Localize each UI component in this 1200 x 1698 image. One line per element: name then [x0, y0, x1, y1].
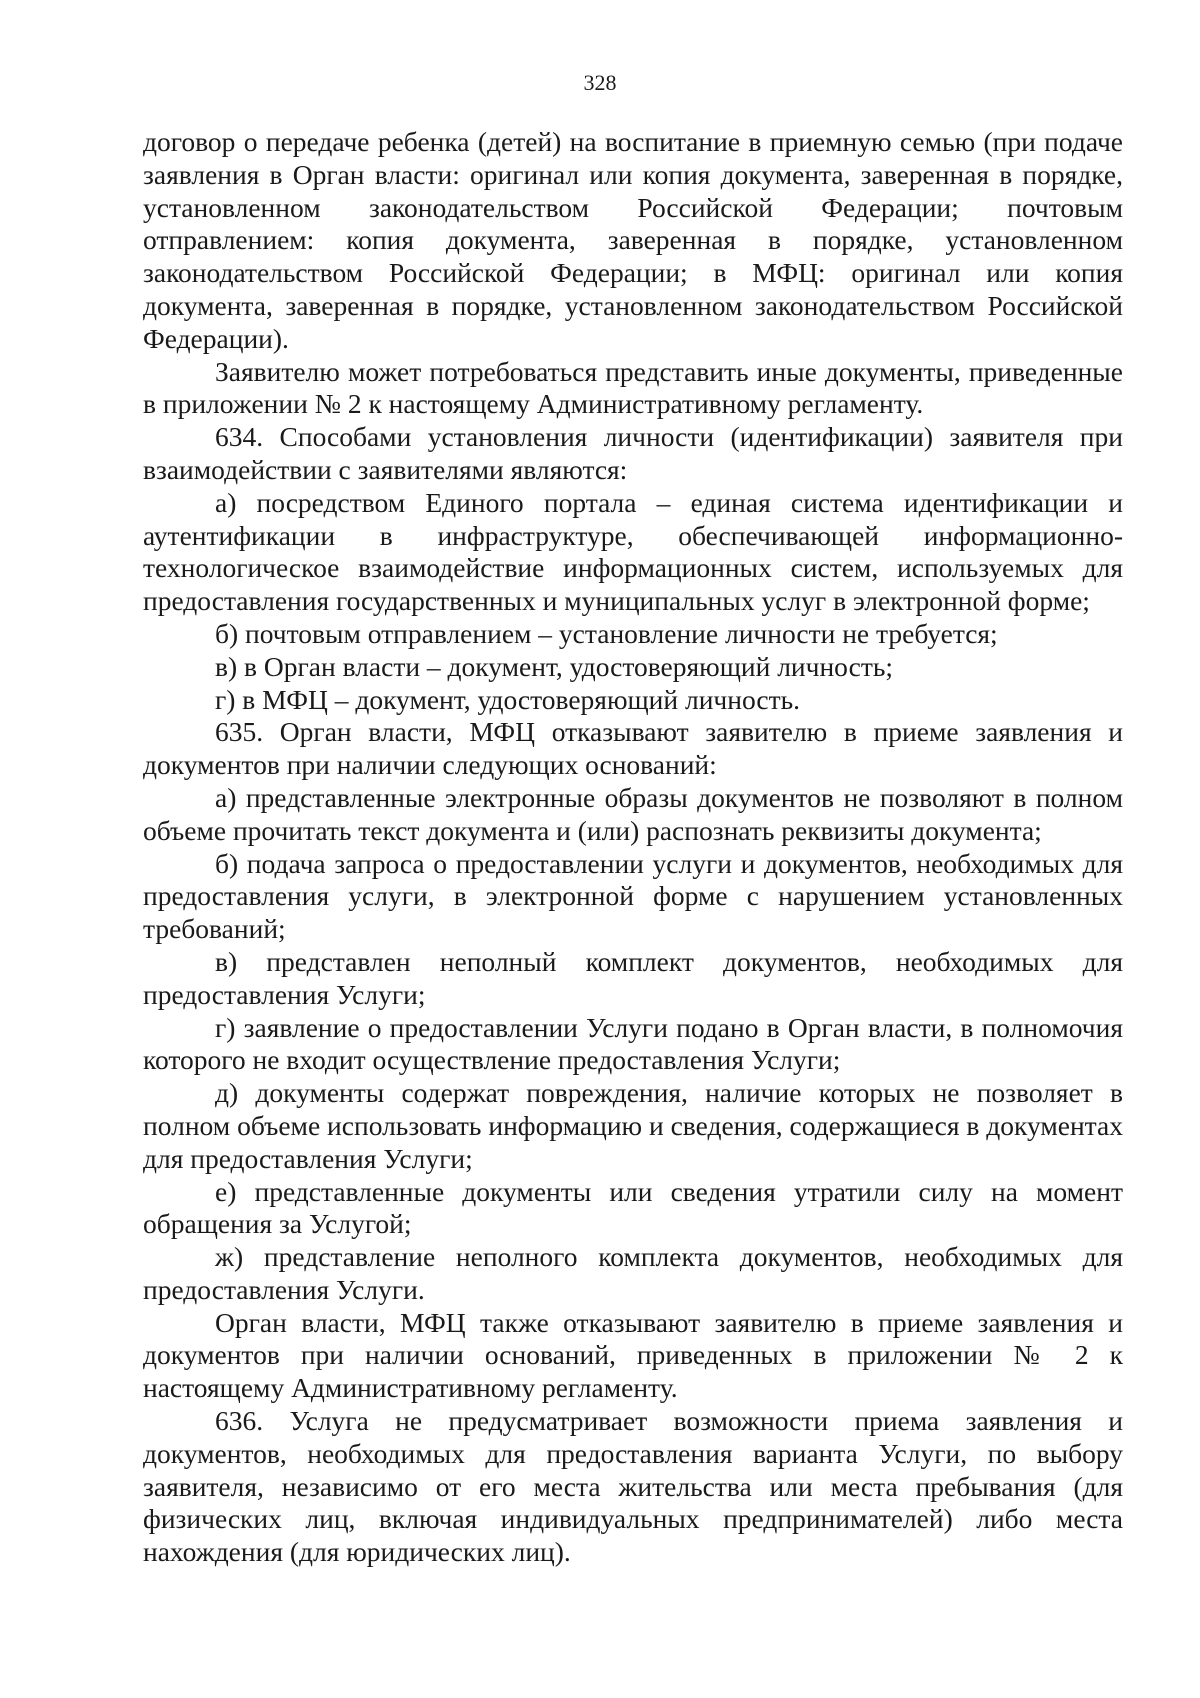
paragraph-635-v: в) представлен неполный комплект документов, необходимых для предоставления Услуги;: [143, 945, 1123, 1010]
paragraph-635-d: д) документы содержат повреждения, наличие которых не позволяет в полном объеме использовать информацию и сведения, содержащиеся в документах для предоставления Услуги;: [143, 1077, 1123, 1174]
document-body: [143, 126, 1123, 1569]
paragraph-other-documents: Заявителю может потребоваться представить иные документы, приведенные в приложении № 2 к настоящему Административному регламенту.: [143, 355, 1123, 420]
paragraph-contract-continuation: договор о передаче ребенка (детей) на воспитание в приемную семью (при подаче заявления в Орган власти: оригинал или копия документа, заверенная в порядке, установленном законодательством Российской Федерации; почтовым отправлением: копия документа, заверенная в порядке, установленном законодательством Российской Федерации; в МФЦ: оригинал или копия документа, заверенная в порядке, установленном законодательством Российской Федерации).: [143, 126, 1123, 354]
page-number: 328: [583, 70, 617, 95]
paragraph-634-identification-methods: 634. Способами установления личности (идентификации) заявителя при взаимодействии с заявителями являются:: [143, 421, 1123, 485]
paragraph-635-additional-refusal: Орган власти, МФЦ также отказывают заявителю в приеме заявления и документов при наличии оснований, приведенных в приложении № 2 к настоящему Административному регламенту.: [143, 1306, 1123, 1404]
paragraph-634-g: г) в МФЦ – документ, удостоверяющий личность.: [215, 683, 801, 715]
paragraph-636-extraterritorial: 636. Услуга не предусматривает возможности приема заявления и документов, необходимых для предоставления варианта Услуги, по выбору заявителя, независимо от его места жительства или места пребывания (для физических лиц, включая индивидуальных предпринимателей) либо места нахождения (для юридических лиц).: [143, 1405, 1123, 1568]
paragraph-635-e: е) представленные документы или сведения утратили силу на момент обращения за Услугой;: [143, 1175, 1123, 1240]
paragraph-634-a: а) посредством Единого портала – единая система идентификации и аутентификации в инфраструктуре, обеспечивающей информационно-технологическое взаимодействие информационных систем, используемых для предоставления государственных и муниципальных услуг в электронной форме;: [143, 486, 1123, 617]
paragraph-635-refusal-grounds: 635. Орган власти, МФЦ отказывают заявителю в приеме заявления и документов при наличии следующих оснований:: [143, 716, 1123, 781]
paragraph-635-b: б) подача запроса о предоставлении услуги и документов, необходимых для предоставления услуги, в электронной форме с нарушением установленных требований;: [143, 847, 1123, 945]
paragraph-635-a: а) представленные электронные образы документов не позволяют в полном объеме прочитать текст документа и (или) распознать реквизиты документа;: [143, 781, 1123, 846]
paragraph-635-g: г) заявление о предоставлении Услуги подано в Орган власти, в полномочия которого не входит осуществление предоставления Услуги;: [143, 1011, 1123, 1076]
paragraph-634-b: б) почтовым отправлением – установление личности не требуется;: [215, 617, 998, 649]
paragraph-634-v: в) в Орган власти – документ, удостоверяющий личность;: [215, 650, 894, 682]
paragraph-635-zh: ж) представление неполного комплекта документов, необходимых для предоставления Услуги.: [143, 1241, 1123, 1305]
